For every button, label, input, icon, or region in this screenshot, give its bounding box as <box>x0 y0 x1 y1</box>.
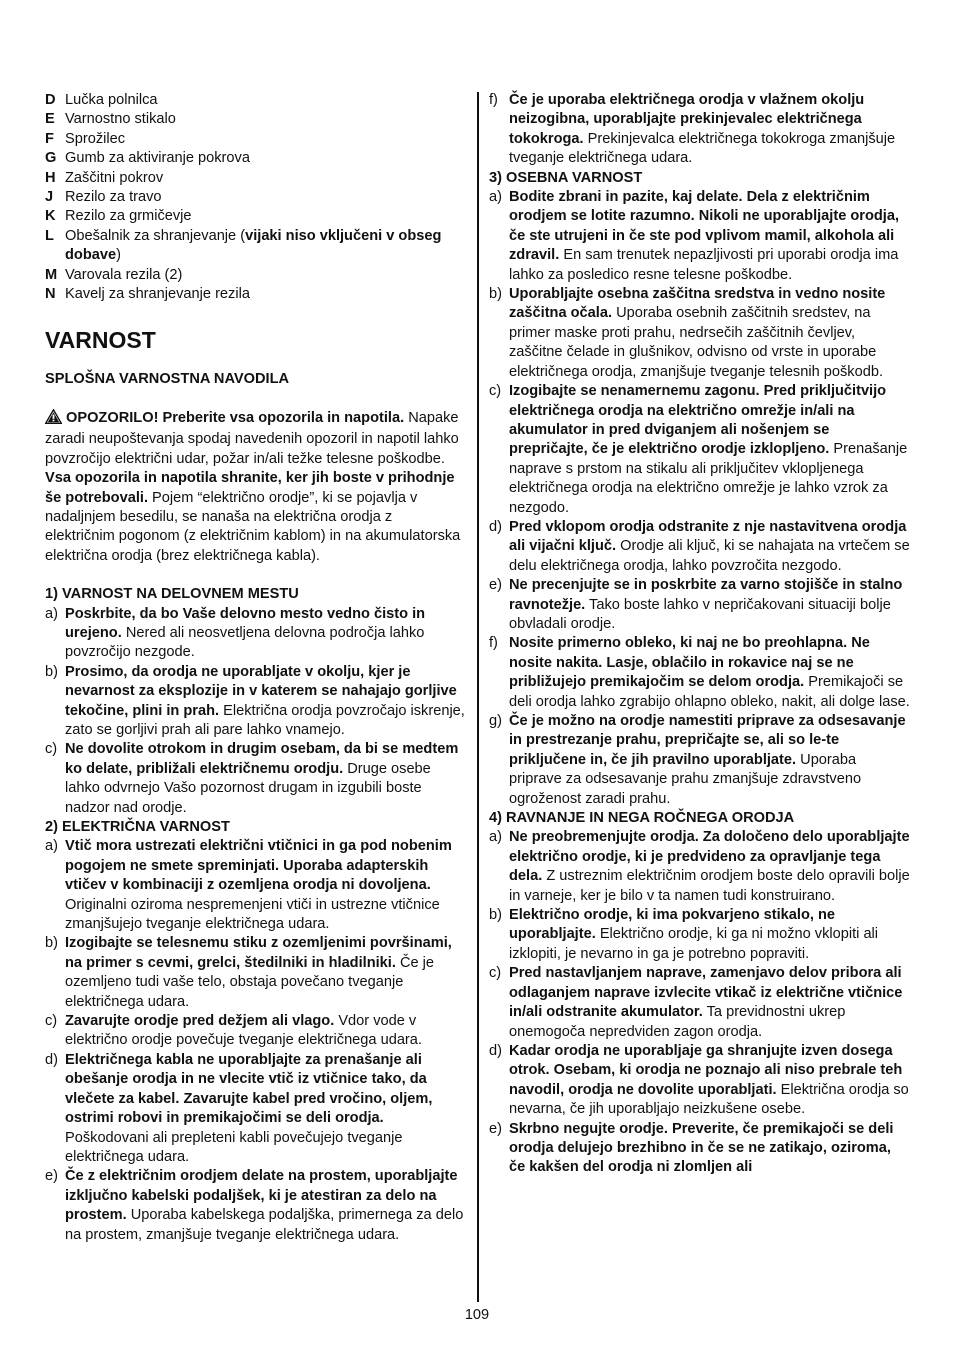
section-electrical-list <box>45 837 465 1245</box>
item-bold: Ne preobremenjujte orodja. Za določeno delo uporabljajte električno orodje, ki je predvideno za opravljanje tega dela. <box>509 829 910 885</box>
item-normal: Z ustreznim električnim orodjem boste delo opravili bolje in varneje, ker je bilo v ta namen tudi konstruirano. <box>509 868 910 904</box>
item-normal: Ta previdnostni ukrep onemogoča nepredviden zagon orodja. <box>509 1004 846 1040</box>
item-letter: b) <box>45 935 58 952</box>
list-item <box>489 382 911 518</box>
item-normal: Poškodovani ali prepleteni kabli povečujejo tveganje električnega udara. <box>65 1129 403 1165</box>
item-letter: a) <box>489 189 502 206</box>
list-item <box>45 740 465 818</box>
item-text <box>65 934 465 1012</box>
item-bold: Izogibajte se telesnemu stiku z ozemljenimi površinami, na primer s cevmi, grelci, štedilniki in hladilniki. <box>65 935 452 971</box>
item-text <box>509 91 911 169</box>
legend-label-part: Obešalnik za shranjevanje ( <box>65 227 246 244</box>
item-text <box>509 188 911 285</box>
list-item <box>489 285 911 382</box>
list-item <box>489 906 911 964</box>
item-text <box>509 906 911 964</box>
legend-label-part: ) <box>116 247 121 264</box>
list-item <box>489 712 911 809</box>
parts-legend <box>45 91 465 304</box>
legend-label: Gumb za aktiviranje pokrova <box>65 150 250 167</box>
section-title-work-area: 1) VARNOST NA DELOVNEM MESTU <box>45 586 299 603</box>
item-bold: Uporabljajte osebna zaščitna sredstva in vedno nosite zaščitna očala. <box>509 286 886 322</box>
legend-key: E <box>45 111 55 128</box>
item-normal: Električna orodja povzročajo iskrenje, zato se gorljivi prah ali pare lahko vnamejo. <box>65 702 465 738</box>
item-letter: d) <box>489 518 502 535</box>
left-column <box>45 91 465 1245</box>
item-normal: Uporaba osebnih zaščitnih sredstev, na primer maske proti prahu, nedrsečih zaščitnih čevljev, zaščitne čelade in glušnikov, odvisno od vrste in uporabe električnega orodja, zmanjšuje tveganje telesnih poškodb. <box>509 305 883 380</box>
list-item <box>45 1051 465 1167</box>
legend-item <box>45 91 465 110</box>
legend-key: H <box>45 169 56 186</box>
item-letter: a) <box>45 605 58 622</box>
section-title-personal: 3) OSEBNA VARNOST <box>489 169 643 186</box>
item-bold: Skrbno negujte orodje. Preverite, če premikajoči se deli orodja delujejo brezhibno in če se ne zatikajo, oziroma, če kakšen del orodja ni zlomljen ali <box>509 1120 894 1176</box>
item-normal: Premikajoči se deli orodja lahko zgrabijo ohlapno obleko, nakit, ali dolge lase. <box>509 674 910 710</box>
item-letter: b) <box>489 286 502 303</box>
legend-key: D <box>45 92 56 108</box>
item-letter: g) <box>489 713 502 729</box>
legend-key: F <box>45 130 54 147</box>
item-letter: c) <box>45 1013 58 1030</box>
item-letter: e) <box>489 1120 502 1137</box>
item-normal: Druge osebe lahko odvrnejo Vašo pozornost drugam in izgubili boste nadzor nad orodje. <box>65 760 431 816</box>
item-bold: Vtič mora ustrezati električni vtičnici in ga pod nobenim pogojem ne smete spreminjati. Uporaba adapterskih vtičev v kombinaciji z ozemljena orodja ni dovoljena. <box>65 838 452 894</box>
list-item <box>45 837 465 934</box>
list-item <box>489 518 911 576</box>
item-bold: Kadar orodja ne uporabljaje ga shranjujte izven dosega otrok. Osebam, ki orodja ne poznajo ali niso prebrale teh navodil, orodja ne dovolite uporabljati. <box>509 1042 903 1098</box>
item-bold: Poskrbite, da bo Vaše delovno mesto vedno čisto in urejeno. <box>65 605 426 641</box>
item-normal: Vdor vode v električno orodje povečuje tveganje električnega udara. <box>65 1013 422 1049</box>
item-text <box>65 1051 465 1167</box>
item-text <box>509 964 911 1042</box>
legend-item <box>45 285 465 304</box>
item-normal: Električna orodja so nevarna, če jih uporabljajo neizkušene osebe. <box>509 1081 909 1118</box>
list-item <box>489 634 911 712</box>
list-item <box>489 1042 911 1120</box>
item-text <box>509 285 911 382</box>
item-bold: Če z električnim orodjem delate na prostem, uporabljajte izključno kabelski podaljšek, ki je atestiran za delo na prostem. <box>65 1168 458 1224</box>
list-item <box>45 1012 465 1051</box>
list-item <box>45 934 465 1012</box>
item-text <box>509 634 911 712</box>
item-letter: b) <box>45 663 58 680</box>
legend-key: J <box>45 189 54 206</box>
legend-label: Lučka polnilca <box>65 92 158 108</box>
item-text <box>65 1167 465 1245</box>
warning-text-1: Napake zaradi neupoštevanja spodaj navedenih opozoril in napotil lahko povzročijo električni udar, požar in/ali težke telesne poškodbe. <box>45 409 459 467</box>
legend-item <box>45 227 465 266</box>
item-bold: Pred vklopom orodja odstranite z nje nastavitvena orodja ali vijačni ključ. <box>509 518 907 555</box>
list-item <box>489 964 911 1042</box>
item-letter: c) <box>489 965 502 982</box>
item-text <box>65 605 465 663</box>
section-handling-list <box>489 828 911 1177</box>
item-bold: Električno orodje, ki ima pokvarjeno stikalo, ne uporabljajte. <box>509 907 836 943</box>
item-normal: Prenašanje naprave s prstom na stikalu ali priključitev vklopljenega električnega orodja na električno omrežje je lahko vzrok za nezgodo. <box>509 441 908 516</box>
section-heading: VARNOST <box>45 327 156 354</box>
item-bold: Ne dovolite otrokom in drugim osebam, da bi se medtem ko delate, približali električnemu orodju. <box>65 741 459 777</box>
item-text <box>65 740 465 818</box>
item-bold: Zavarujte orodje pred dežjem ali vlago. <box>65 1013 335 1030</box>
column-divider <box>477 92 479 1302</box>
section-personal-list <box>489 188 911 809</box>
item-letter: e) <box>489 577 502 594</box>
item-normal: Električno orodje, ki ga ni možno vklopiti ali izklopiti, je nevarno in ga je potrebno popraviti. <box>509 926 879 962</box>
item-bold: Če je možno na orodje namestiti priprave za odsesavanje in prestrezanje prahu, prepričajte se, ali so le-te priključene in, če jih pravilno uporabljate. <box>509 713 906 768</box>
item-normal: Originalni oziroma nespremenjeni vtiči in ustrezne vtičnice zmanjšujejo tveganje električnega udara. <box>65 896 440 933</box>
warning-text-2: Pojem “električno orodje”, ki se pojavlja v nadaljnjem besedilu, se nanaša na električna orodja z električnim pogonom (z električnim kablom) in na akumulatorska električna orodja (brez električnega kabla). <box>45 489 461 564</box>
item-text <box>509 828 911 906</box>
legend-label: Sprožilec <box>65 130 126 147</box>
item-bold: Če je uporaba električnega orodja v vlažnem okolju neizogibna, uporabljajte prekinjevalec električnega tokokroga. <box>509 92 865 147</box>
list-item <box>45 605 465 663</box>
item-text <box>509 518 911 576</box>
legend-label <box>65 227 465 266</box>
item-text <box>509 1120 911 1178</box>
item-letter: d) <box>489 1042 502 1059</box>
warning-bold-2: Vsa opozorila in napotila shranite, ker jih boste v prihodnje še potrebovali. <box>45 470 455 506</box>
item-normal: Orodje ali ključ, ki se nahajata na vrtečem se delu električnega orodja, lahko povzročita nezgodo. <box>509 538 910 574</box>
list-item <box>489 188 911 285</box>
legend-item <box>45 188 465 207</box>
section-work-area-list <box>45 605 465 818</box>
item-normal: Nered ali neosvetljena delovna področja lahko povzročijo nezgode. <box>65 624 425 661</box>
list-item <box>489 91 911 169</box>
item-bold: Pred nastavljanjem naprave, zamenjavo delov pribora ali odlaganjem naprave izvlecite vtikač iz električne vtičnice in/ali odstranite akumulator. <box>509 965 903 1021</box>
list-item <box>489 828 911 906</box>
legend-label: Rezilo za travo <box>65 189 162 206</box>
item-letter: e) <box>45 1168 58 1185</box>
legend-key: G <box>45 150 57 167</box>
legend-item <box>45 130 465 149</box>
legend-label: Kavelj za shranjevanje rezila <box>65 286 250 303</box>
item-text <box>65 1012 465 1051</box>
item-bold: Izogibajte se nenamernemu zagonu. Pred priključitvijo električnega orodja na električno omrežje in/ali na akumulator in pred dviganjem ali nošenjem se prepričajte, če je električno orodje izklopljeno. <box>509 383 887 458</box>
legend-item <box>45 266 465 285</box>
warning-triangle-icon <box>45 409 62 430</box>
legend-item <box>45 110 465 129</box>
item-letter: d) <box>45 1051 58 1068</box>
legend-label: Zaščitni pokrov <box>65 169 164 186</box>
warning-bold-1: OPOZORILO! Preberite vsa opozorila in napotila. <box>66 409 405 426</box>
item-text <box>65 837 465 934</box>
section-title-handling: 4) RAVNANJE IN NEGA ROČNEGA ORODJA <box>489 810 795 827</box>
item-letter: a) <box>489 829 502 846</box>
item-letter: f) <box>489 92 498 108</box>
legend-label: Rezilo za grmičevje <box>65 208 192 225</box>
legend-label: Varnostno stikalo <box>65 111 176 128</box>
legend-key: K <box>45 208 56 225</box>
item-text <box>509 1042 911 1120</box>
item-text <box>509 382 911 518</box>
item-normal: Uporaba kabelskega podaljška, primernega za delo na prostem, zmanjšuje tveganje električnega udara. <box>65 1207 464 1243</box>
item-letter: f) <box>489 635 498 652</box>
item-normal: Tako boste lahko v nepričakovani situaciji bolje obvladali orodje. <box>509 596 891 632</box>
legend-key: N <box>45 286 56 303</box>
item-text <box>509 712 911 809</box>
item-letter: c) <box>489 383 502 400</box>
item-text <box>65 663 465 741</box>
legend-label: Varovala rezila (2) <box>65 266 183 283</box>
subheading: SPLOŠNA VARNOSTNA NAVODILA <box>45 371 290 388</box>
section-title-electrical: 2) ELEKTRIČNA VARNOST <box>45 819 230 835</box>
list-item <box>489 1120 911 1178</box>
item-bold: Bodite zbrani in pazite, kaj delate. Dela z električnim orodjem se lotite razumno. Nikoli ne uporabljajte orodja, če ste utrujeni in če ste pod vplivom mamil, alkohola ali zdravil. <box>509 189 900 264</box>
legend-item <box>45 169 465 188</box>
list-item <box>489 576 911 634</box>
legend-key: L <box>45 227 54 244</box>
item-letter: c) <box>45 741 58 758</box>
item-text <box>509 576 911 634</box>
list-item <box>45 1167 465 1245</box>
item-normal: En sam trenutek nepazljivosti pri uporabi orodja ima lahko za posledico resne telesne poškodbe. <box>509 247 899 283</box>
warning-paragraph <box>45 409 465 566</box>
legend-key: M <box>45 266 58 283</box>
item-letter: a) <box>45 838 58 855</box>
list-item <box>45 663 465 741</box>
right-column <box>489 91 911 1178</box>
item-normal: Uporaba priprave za odsesavanje prahu zmanjšuje zdravstveno ogroženost zaradi prahu. <box>509 751 862 807</box>
item-bold: Prosimo, da orodja ne uporabljate v okolju, kjer je nevarnost za eksplozije in v katerem se nahajajo gorljive tekočine, plini in prah. <box>65 663 457 719</box>
item-normal: Prekinjevalca električnega tokokroga zmanjšuje tveganje električnega udara. <box>509 130 896 167</box>
legend-item <box>45 149 465 168</box>
item-letter: b) <box>489 907 502 924</box>
item-bold: Električnega kabla ne uporabljajte za prenašanje ali obešanje orodja in ne vlecite vtič iz vtičnice tako, da vlečete za kabel. Zavarujte kabel pred vročino, oljem, ostrimi robovi in premikajočimi se deli orodja. <box>65 1051 433 1127</box>
page-number: 109 <box>464 1307 490 1323</box>
item-bold: Nosite primerno obleko, ki naj ne bo preohlapna. Ne nosite nakita. Lasje, oblačilo in rokavice naj se ne približujejo premikajočim se delom orodja. <box>509 635 870 691</box>
legend-label-bold: vijaki niso vključeni v obseg dobave <box>65 227 442 264</box>
item-normal: Če je ozemljeno tudi vaše telo, obstaja povečano tveganje električnega udara. <box>65 954 435 1010</box>
item-bold: Ne precenjujte se in poskrbite za varno stojišče in stalno ravnotežje. <box>509 577 903 613</box>
legend-item <box>45 207 465 226</box>
